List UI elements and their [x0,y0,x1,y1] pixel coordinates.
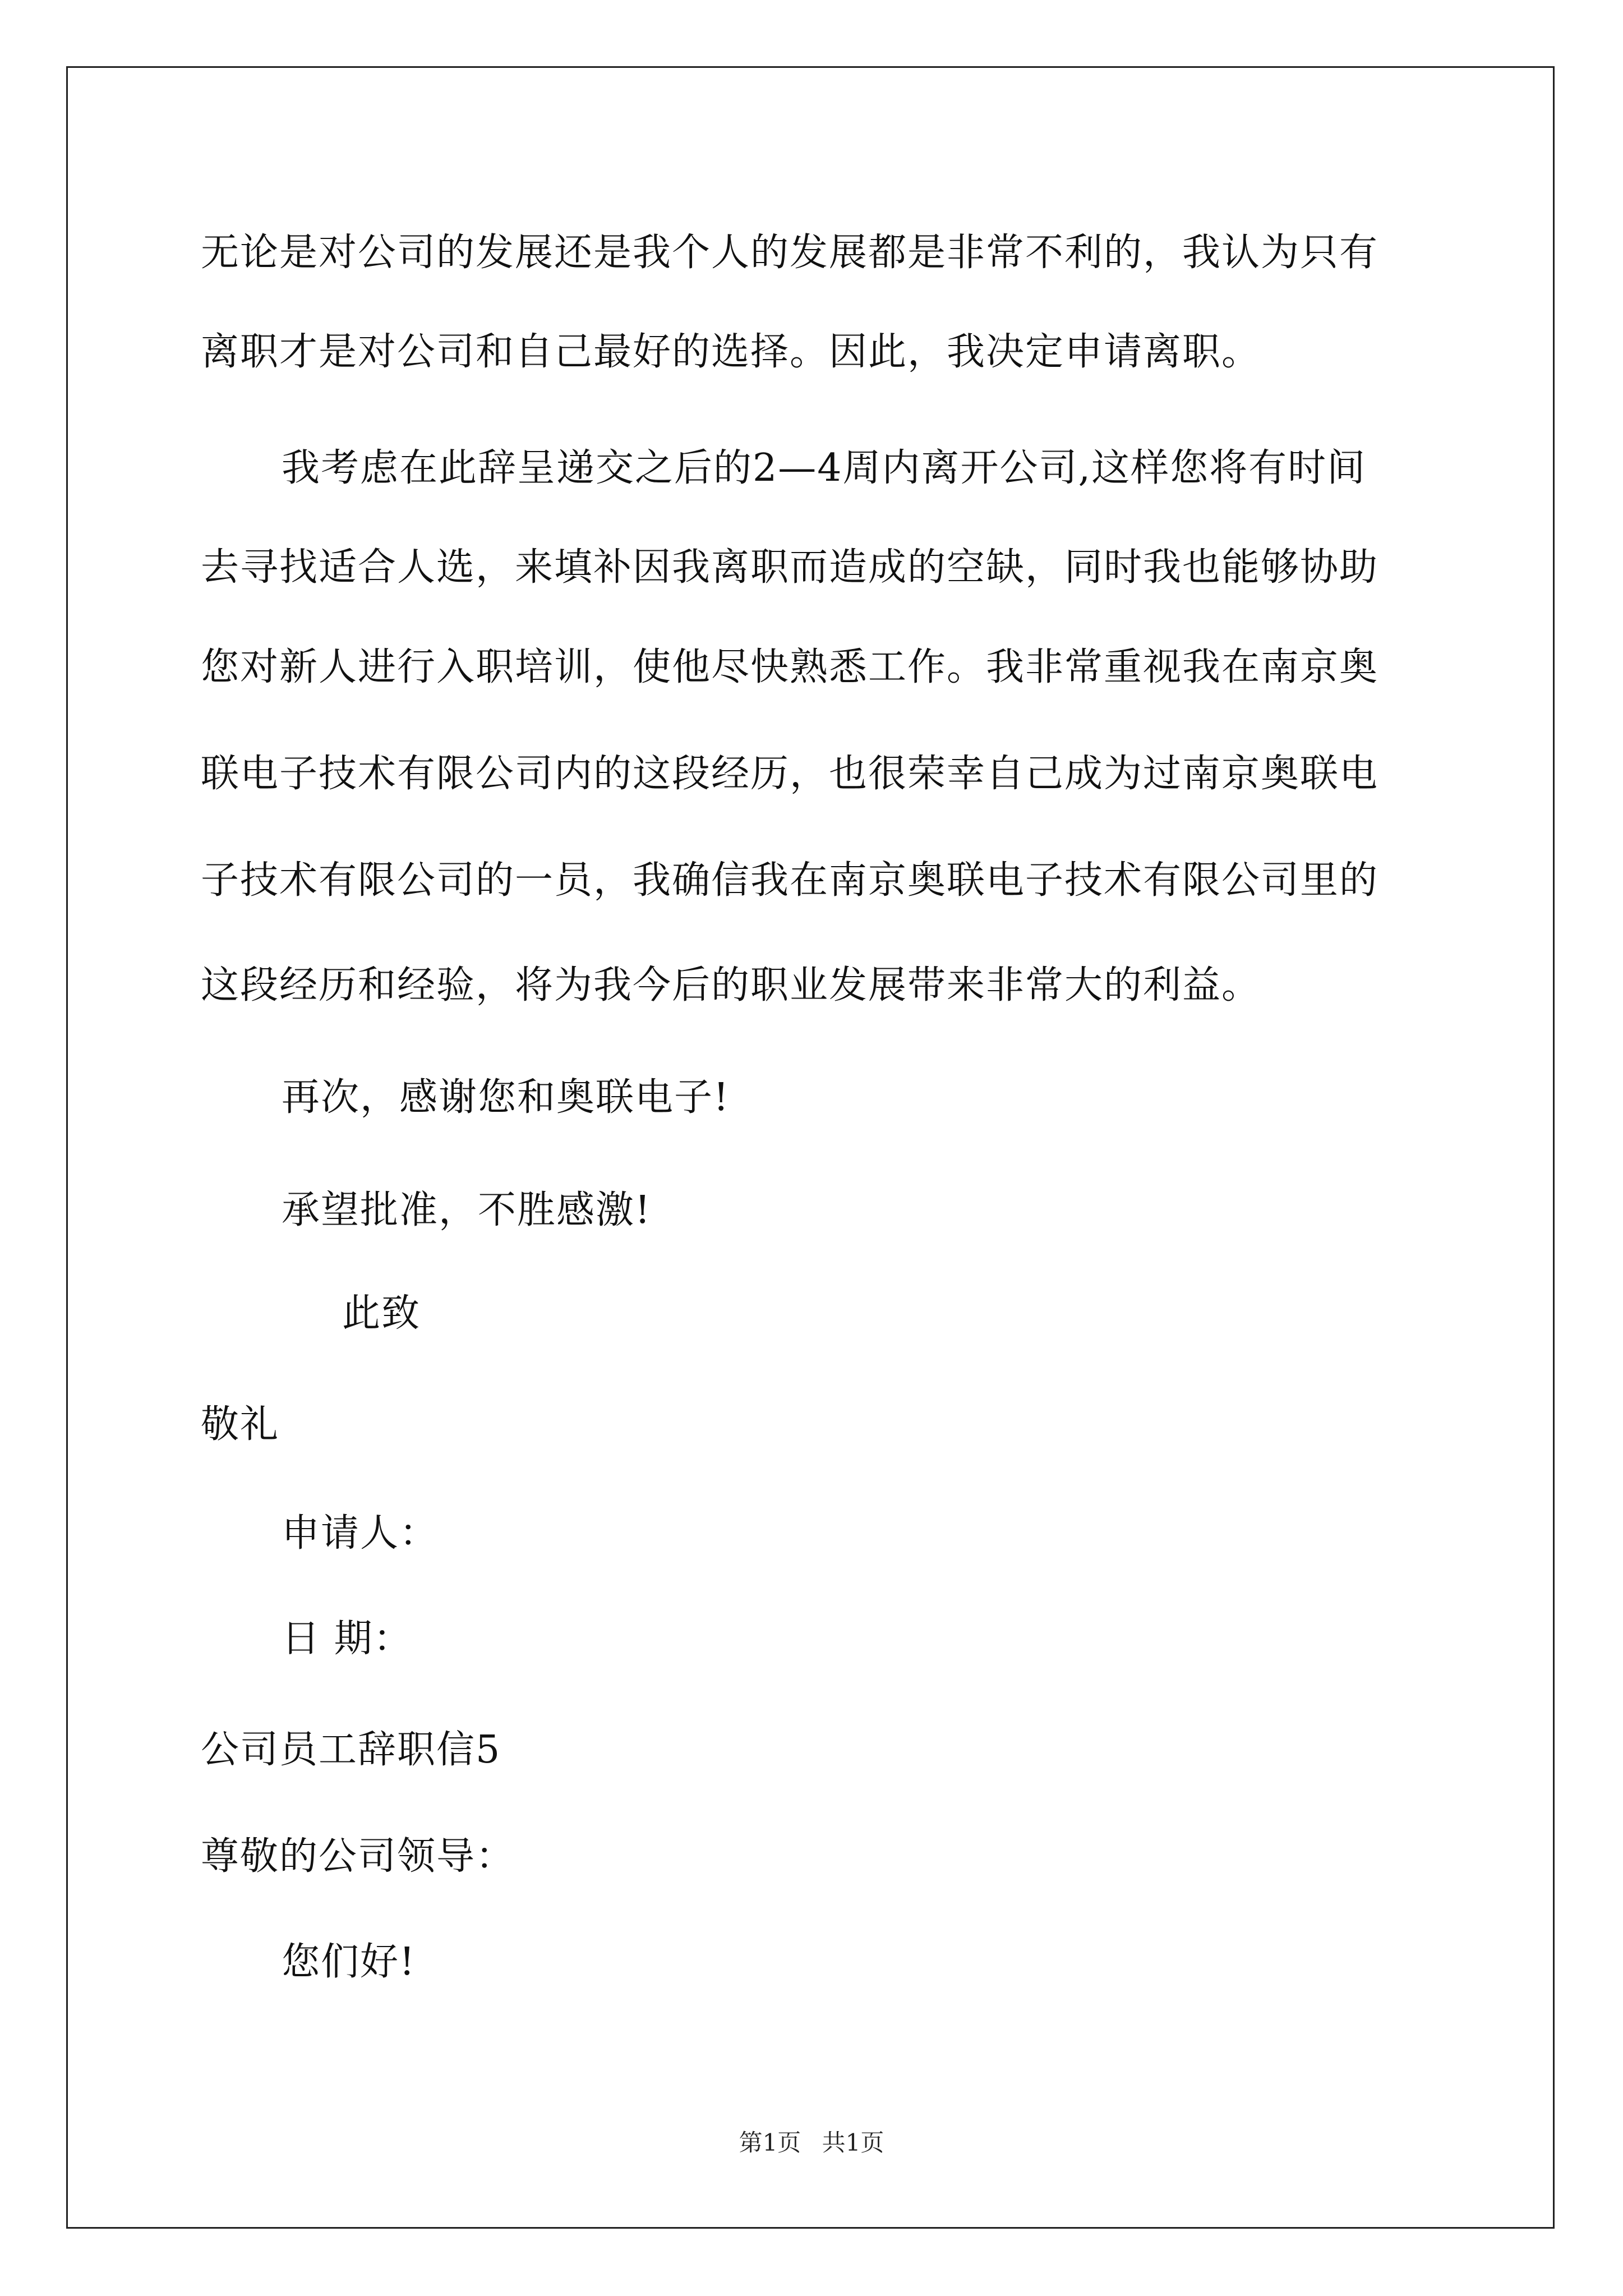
paragraph-line: 无论是对公司的发展还是我个人的发展都是非常不利的，我认为只有 [201,231,1379,275]
greeting: 您们好! [282,1940,416,1984]
paragraph-line: 您对新人进行入职培训，使他尽快熟悉工作。我非常重视我在南京奥 [201,645,1379,689]
paragraph-line: 离职才是对公司和自己最好的选择。因此，我决定申请离职。 [201,330,1261,374]
page-number: 第1页 [739,2129,801,2156]
paragraph-line: 子技术有限公司的一员，我确信我在南京奥联电子技术有限公司里的 [201,858,1379,903]
paragraph-line: 联电子技术有限公司内的这段经历，也很荣幸自己成为过南京奥联电 [201,752,1379,796]
paragraph-line: 这段经历和经验，将为我今后的职业发展带来非常大的利益。 [201,963,1261,1007]
page-border [66,66,1555,2229]
date-label: 日 期： [282,1617,413,1661]
paragraph-line: 再次，感谢您和奥联电子! [282,1075,730,1120]
paragraph-line: 我考虑在此辞呈递交之后的2—4周内离开公司,这样您将有时间 [282,446,1367,490]
closing-regards: 敬礼 [201,1402,280,1447]
paragraph-line: 承望批准，不胜感激! [282,1188,652,1232]
page-total: 共1页 [822,2129,884,2156]
page-footer [0,2129,1623,2157]
paragraph-line: 去寻找适合人选，来填补因我离职而造成的空缺，同时我也能够协助 [201,545,1379,590]
applicant-label: 申请人： [282,1511,439,1556]
greeting-recipient: 尊敬的公司领导： [201,1834,515,1879]
section-title: 公司员工辞职信5 [201,1728,501,1772]
closing-salutation: 此致 [342,1291,421,1336]
